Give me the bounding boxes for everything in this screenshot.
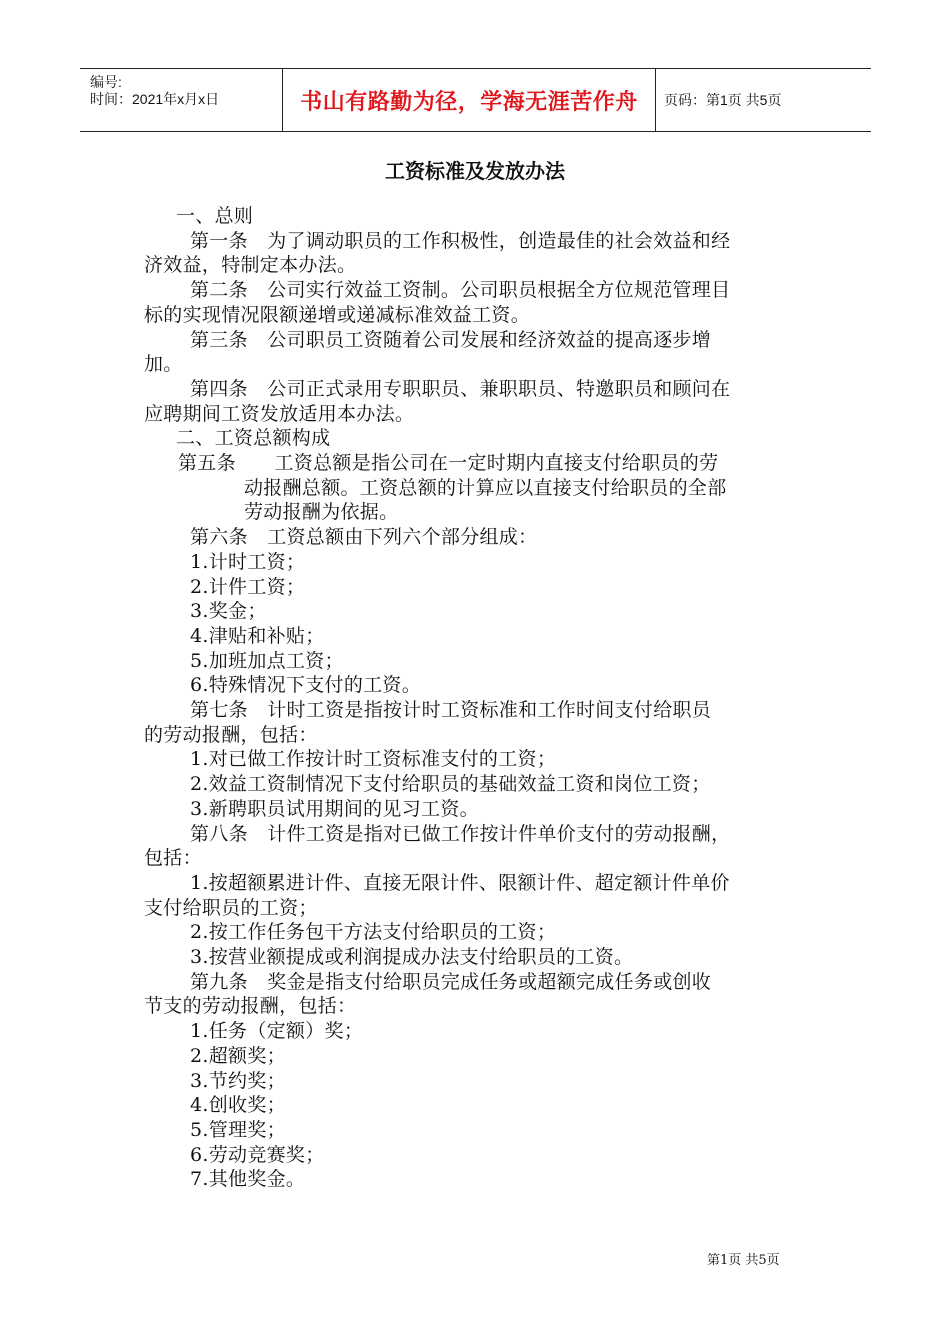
body-line: 6.特殊情况下支付的工资。 — [190, 674, 422, 697]
body-line: 2.效益工资制情况下支付给职员的基础效益工资和岗位工资； — [190, 773, 711, 796]
header-page-cell — [654, 69, 871, 131]
body-line: 第九条 奖金是指支付给职员完成任务或超额完成任务或创收 — [190, 970, 712, 993]
body-line: 1.任务（定额）奖； — [190, 1020, 364, 1043]
body-line: 4.创收奖； — [190, 1094, 286, 1117]
body-line: 标的实现情况限额递增或递减标准效益工资。 — [144, 303, 531, 326]
body-line: 3.按营业额提成或利润提成办法支付给职员的工资。 — [190, 946, 634, 968]
document-title: 工资标准及发放办法 — [385, 159, 565, 183]
document-number-label: 编号: — [90, 74, 122, 90]
page-footer: 第1页 共5页 — [707, 1253, 780, 1268]
body-line: 3.奖金； — [190, 600, 267, 623]
document-date-label: 时间：2021年x月x日 — [90, 91, 220, 107]
body-line: 二、工资总额构成 — [176, 427, 331, 450]
body-line: 支付给职员的工资； — [144, 896, 318, 919]
body-line: 动报酬总额。工资总额的计算应以直接支付给职员的全部 — [244, 476, 727, 499]
body-line: 1.对已做工作按计时工资标准支付的工资； — [190, 748, 557, 771]
body-line: 济效益，特制定本办法。 — [144, 254, 357, 277]
body-line: 4.津贴和补贴； — [190, 624, 325, 647]
body-line: 2.超额奖； — [190, 1044, 286, 1067]
body-line: 第三条 公司职员工资随着公司发展和经济效益的提高逐步增 — [190, 328, 712, 351]
header-meta — [80, 69, 282, 131]
body-line: 5.加班加点工资； — [190, 649, 344, 672]
body-line: 第一条 为了调动职员的工作积极性，创造最佳的社会效益和经 — [190, 229, 731, 252]
body-line: 2.按工作任务包干方法支付给职员的工资； — [190, 921, 557, 944]
body-line: 1.按超额累进计件、直接无限计件、限额计件、超定额计件单价 — [190, 871, 730, 894]
body-line: 3.新聘职员试用期间的见习工资。 — [190, 797, 479, 820]
page-header — [80, 68, 871, 132]
body-line: 2.计件工资； — [190, 575, 306, 598]
body-line: 第五条 工资总额是指公司在一定时期内直接支付给职员的劳 — [178, 452, 719, 474]
header-motto: 书山有路勤为径，学海无涯苦作舟 — [300, 89, 638, 115]
body-line: 第二条 公司实行效益工资制。公司职员根据全方位规范管理目 — [190, 279, 731, 302]
body-line: 第七条 计时工资是指按计时工资标准和工作时间支付给职员 — [190, 699, 712, 721]
body-line: 第八条 计件工资是指对已做工作按计件单价支付的劳动报酬， — [190, 822, 731, 845]
header-motto-cell — [282, 69, 656, 131]
body-line: 加。 — [144, 353, 183, 376]
body-line: 节支的劳动报酬，包括： — [144, 995, 357, 1018]
body-line: 劳动报酬为依据。 — [244, 501, 399, 524]
body-line: 1.计时工资； — [190, 550, 306, 573]
body-line: 6.劳动竞赛奖； — [190, 1143, 325, 1166]
body-line: 7.其他奖金。 — [190, 1168, 306, 1191]
header-page-number: 页码：第1页 共5页 — [664, 92, 782, 108]
body-line: 一、总则 — [176, 205, 254, 227]
body-line: 第四条 公司正式录用专职职员、兼职职员、特邀职员和顾问在 — [190, 377, 731, 400]
body-line: 第六条 工资总额由下列六个部分组成： — [190, 526, 538, 549]
body-line: 的劳动报酬，包括： — [144, 723, 318, 746]
body-line: 应聘期间工资发放适用本办法。 — [144, 402, 415, 425]
body-line: 3.节约奖； — [190, 1069, 286, 1092]
body-line: 包括： — [144, 847, 202, 870]
body-line: 5.管理奖； — [190, 1118, 286, 1141]
